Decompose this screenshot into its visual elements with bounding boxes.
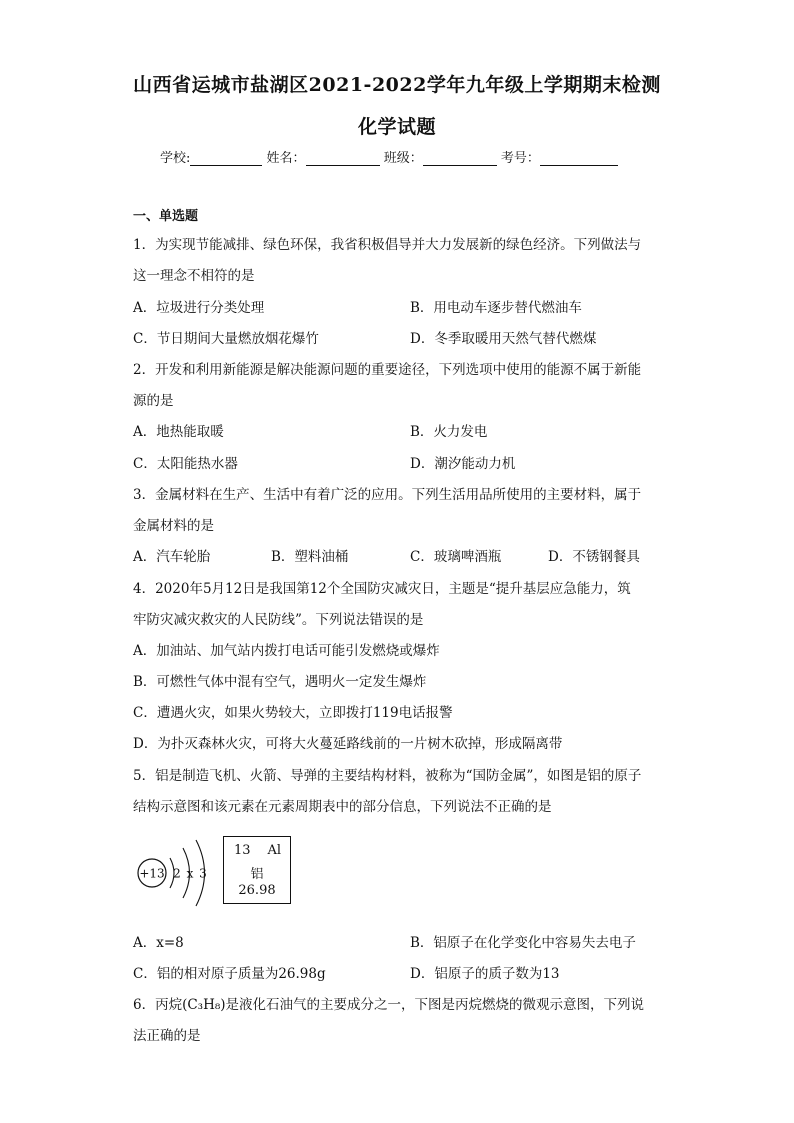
student-info-fields xyxy=(160,147,618,166)
option: B．铝原子在化学变化中容易失去电子 xyxy=(410,935,636,951)
option: D．为扑灭森林火灾，可将大火蔓延路线前的一片树木砍掉，形成隔离带 xyxy=(133,736,563,752)
option: C．节日期间大量燃放烟花爆竹 xyxy=(133,331,319,347)
exam-subtitle: 化学试题 xyxy=(357,116,436,138)
option: A．汽车轮胎 xyxy=(133,549,211,565)
option: D．不锈钢餐具 xyxy=(548,549,640,565)
option: B．用电动车逐步替代燃油车 xyxy=(410,300,582,316)
question-stem: 法正确的是 xyxy=(133,1028,201,1044)
option: D．铝原子的质子数为13 xyxy=(410,966,560,982)
option: A．地热能取暖 xyxy=(133,424,224,440)
atomic-mass: 26.98 xyxy=(238,883,276,898)
element-name: 铝 xyxy=(250,867,264,882)
question-stem: 源的是 xyxy=(133,393,174,409)
option: D．潮汐能动力机 xyxy=(410,456,516,472)
name-blank[interactable] xyxy=(306,151,380,166)
name-label: 姓名： xyxy=(266,151,306,166)
periodic-table-cell xyxy=(223,836,291,904)
element-symbol: Al xyxy=(267,843,281,858)
shell-electrons: x xyxy=(186,866,194,881)
option: C．太阳能热水器 xyxy=(133,456,238,472)
shell-electrons: 2 xyxy=(173,866,181,881)
school-label: 学校: xyxy=(160,151,191,166)
exam-number-label: 考号： xyxy=(500,151,540,166)
school-blank[interactable] xyxy=(190,151,262,166)
exam-title: 山西省运城市盐湖区2021-2022学年九年级上学期期末检测 xyxy=(133,74,661,96)
nucleus-charge: +13 xyxy=(139,866,165,881)
section-heading: 一、单选题 xyxy=(133,209,199,224)
option: B．可燃性气体中混有空气，遇明火一定发生爆炸 xyxy=(133,674,427,690)
option: A．x=8 xyxy=(133,935,184,951)
question-stem: 这一理念不相符的是 xyxy=(133,268,255,284)
question-stem: 结构示意图和该元素在元素周期表中的部分信息，下列说法不正确的是 xyxy=(133,799,552,815)
question-stem: 牢防灾减灾救灾的人民防线”。下列说法错误的是 xyxy=(133,612,424,628)
option: C．遭遇火灾，如果火势较大，立即拨打119电话报警 xyxy=(133,705,453,721)
exam-number-blank[interactable] xyxy=(540,151,618,166)
question-stem: 2．开发和利用新能源是解决能源问题的重要途径，下列选项中使用的能源不属于新能 xyxy=(133,362,642,378)
atomic-number: 13 xyxy=(234,843,251,858)
option: B．塑料油桶 xyxy=(271,549,349,565)
class-label: 班级： xyxy=(383,151,423,166)
question-stem: 金属材料的是 xyxy=(133,518,214,534)
option: C．玻璃啤酒瓶 xyxy=(410,549,502,565)
question-stem: 4．2020年5月12日是我国第12个全国防灾减灾日，主题是“提升基层应急能力，筑 xyxy=(133,581,631,597)
question-stem: 6．丙烷(C₃H₈)是液化石油气的主要成分之一，下图是丙烷燃烧的微观示意图，下列说 xyxy=(133,997,645,1013)
shell-electrons: 3 xyxy=(199,866,207,881)
option: A．加油站、加气站内拨打电话可能引发燃烧或爆炸 xyxy=(133,643,440,659)
question-stem: 3．金属材料在生产、生活中有着广泛的应用。下列生活用品所使用的主要材料，属于 xyxy=(133,487,642,503)
question-stem: 5．铝是制造飞机、火箭、导弹的主要结构材料，被称为“国防金属”，如图是铝的原子 xyxy=(133,768,642,784)
option: A．垃圾进行分类处理 xyxy=(133,300,265,316)
option: D．冬季取暖用天然气替代燃煤 xyxy=(410,331,597,347)
option: C．铝的相对原子质量为26.98g xyxy=(133,966,326,982)
option: B．火力发电 xyxy=(410,424,488,440)
class-blank[interactable] xyxy=(423,151,497,166)
question-stem: 1．为实现节能减排、绿色环保，我省积极倡导并大力发展新的绿色经济。下列做法与 xyxy=(133,237,642,253)
